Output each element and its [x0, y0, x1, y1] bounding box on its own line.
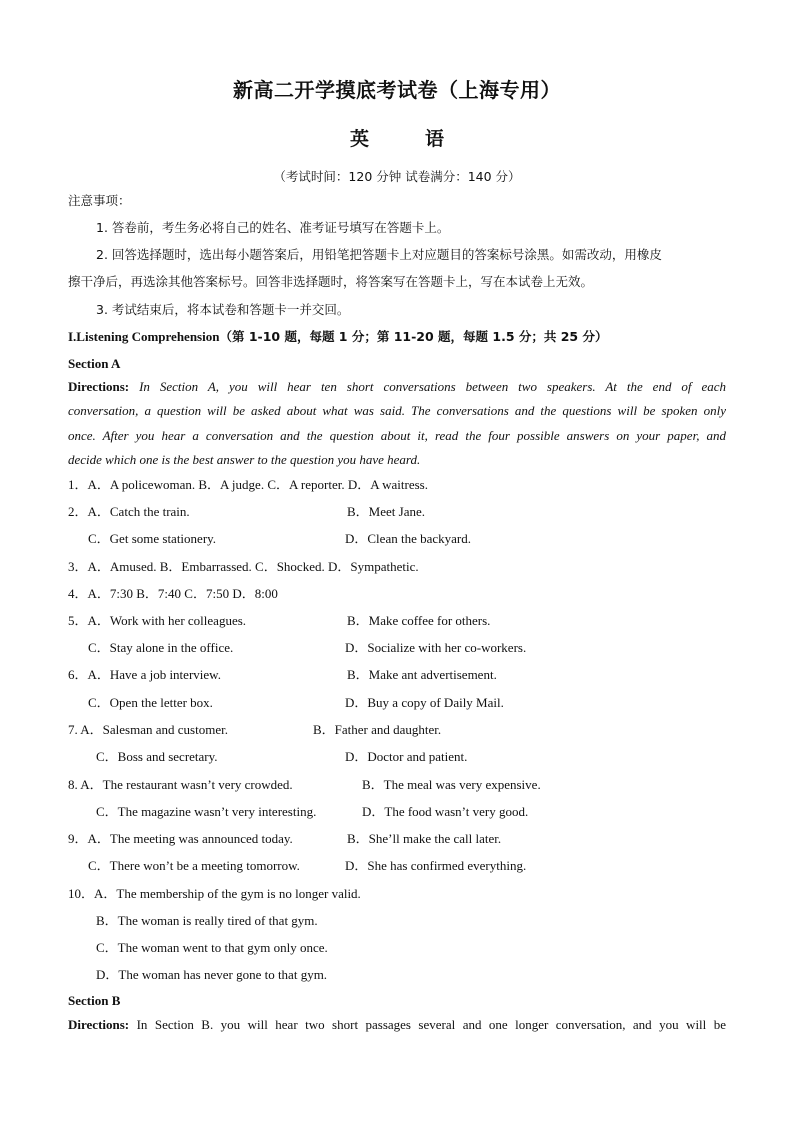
exam-meta: （考试时间：120 分钟 试卷满分：140 分） [273, 169, 521, 184]
question-5-option-b: B．Make coffee for others. [347, 613, 491, 628]
question-7-option-d: D．Doctor and patient. [345, 749, 468, 764]
section-b-title: Section B [68, 993, 121, 1008]
question-8-option-c: C．The magazine wasn’t very interesting. [96, 804, 317, 819]
question-10-option-c: C．The woman went to that gym only once. [96, 940, 328, 955]
part-heading [68, 329, 607, 345]
question-6-option-a: 6．A．Have a job interview. [68, 667, 221, 682]
section-b-directions-label: Directions: [68, 1017, 130, 1032]
question-2-option-a: 2．A．Catch the train. [68, 504, 190, 519]
question-4: 4．A．7:30 B．7:40 C．7:50 D．8:00 [68, 586, 278, 601]
part-heading-cn: （第 1-10 题，每题 1 分；第 11-20 题，每题 1.5 分；共 25 分） [219, 329, 608, 344]
section-a-directions-line-1: Directions: In Section A, you will hear ten short conversations between two speakers. At the end of each [68, 379, 726, 394]
question-2-option-b: B．Meet Jane. [347, 504, 425, 519]
question-10-option-a: 10．A．The membership of the gym is no longer valid. [68, 886, 361, 901]
question-10-option-b: B．The woman is really tired of that gym. [96, 913, 318, 928]
question-7-option-a: 7. A．Salesman and customer. [68, 722, 228, 737]
question-8-option-b: B．The meal was very expensive. [362, 777, 541, 792]
question-5-option-a: 5．A．Work with her colleagues. [68, 613, 247, 628]
subject-char-2: 语 [425, 128, 445, 150]
note-2-line-1: 2. 回答选择题时，选出每小题答案后，用铅笔把答题卡上对应题目的答案标号涂黑。如需改动，用橡皮 [96, 247, 662, 262]
question-9-option-b: B．She’ll make the call later. [347, 831, 502, 846]
question-9-option-a: 9．A．The meeting was announced today. [68, 831, 293, 846]
question-9-option-d: D．She has confirmed everything. [345, 858, 527, 873]
question-5-option-c: C．Stay alone in the office. [88, 640, 234, 655]
question-1: 1．A．A policewoman. B．A judge. C．A reporter. D．A waitress. [68, 477, 428, 492]
question-10-option-d: D．The woman has never gone to that gym. [96, 967, 328, 982]
notes-heading: 注意事项： [68, 193, 131, 208]
question-6-option-b: B．Make ant advertisement. [347, 667, 497, 682]
page-title: 新高二开学摸底考试卷（上海专用） [233, 78, 561, 102]
section-a-directions-line-4: decide which one is the best answer to the question you have heard. [68, 452, 421, 467]
question-2-option-c: C．Get some stationery. [88, 531, 217, 546]
question-5-option-d: D．Socialize with her co-workers. [345, 640, 527, 655]
question-8-option-a: 8. A．The restaurant wasn’t very crowded. [68, 777, 293, 792]
question-7-option-c: C．Boss and secretary. [96, 749, 218, 764]
section-a-directions-line-2: conversation, a question will be asked about what was said. The conversations and the questions will be spoken only [68, 403, 726, 418]
directions-label: Directions: [68, 379, 130, 394]
question-3: 3．A．Amused. B．Embarrassed. C．Shocked. D．Sympathetic. [68, 559, 419, 574]
note-1: 1. 答卷前，考生务必将自己的姓名、准考证号填写在答题卡上。 [96, 220, 450, 235]
section-a-directions-line-3: once. After you hear a conversation and the question about it, read the four possible answers on your paper, and [68, 428, 726, 443]
subject-char-1: 英 [350, 128, 370, 150]
note-2-line-2: 擦干净后，再选涂其他答案标号。回答非选择题时，将答案写在答题卡上，写在本试卷上无效。 [68, 274, 594, 289]
question-7-option-b: B．Father and daughter. [313, 722, 442, 737]
section-b-directions-line-1: Directions: In Section B. you will hear two short passages several and one longer conversation, and you will be [68, 1017, 726, 1032]
part-heading-en: I.Listening Comprehension [68, 329, 220, 344]
question-8-option-d: D．The food wasn’t very good. [362, 804, 529, 819]
question-2-option-d: D．Clean the backyard. [345, 531, 471, 546]
question-9-option-c: C．There won’t be a meeting tomorrow. [88, 858, 300, 873]
question-6-option-c: C．Open the letter box. [88, 695, 213, 710]
section-a-title: Section A [68, 356, 121, 371]
note-3: 3. 考试结束后，将本试卷和答题卡一并交回。 [96, 302, 350, 317]
question-6-option-d: D．Buy a copy of Daily Mail. [345, 695, 504, 710]
